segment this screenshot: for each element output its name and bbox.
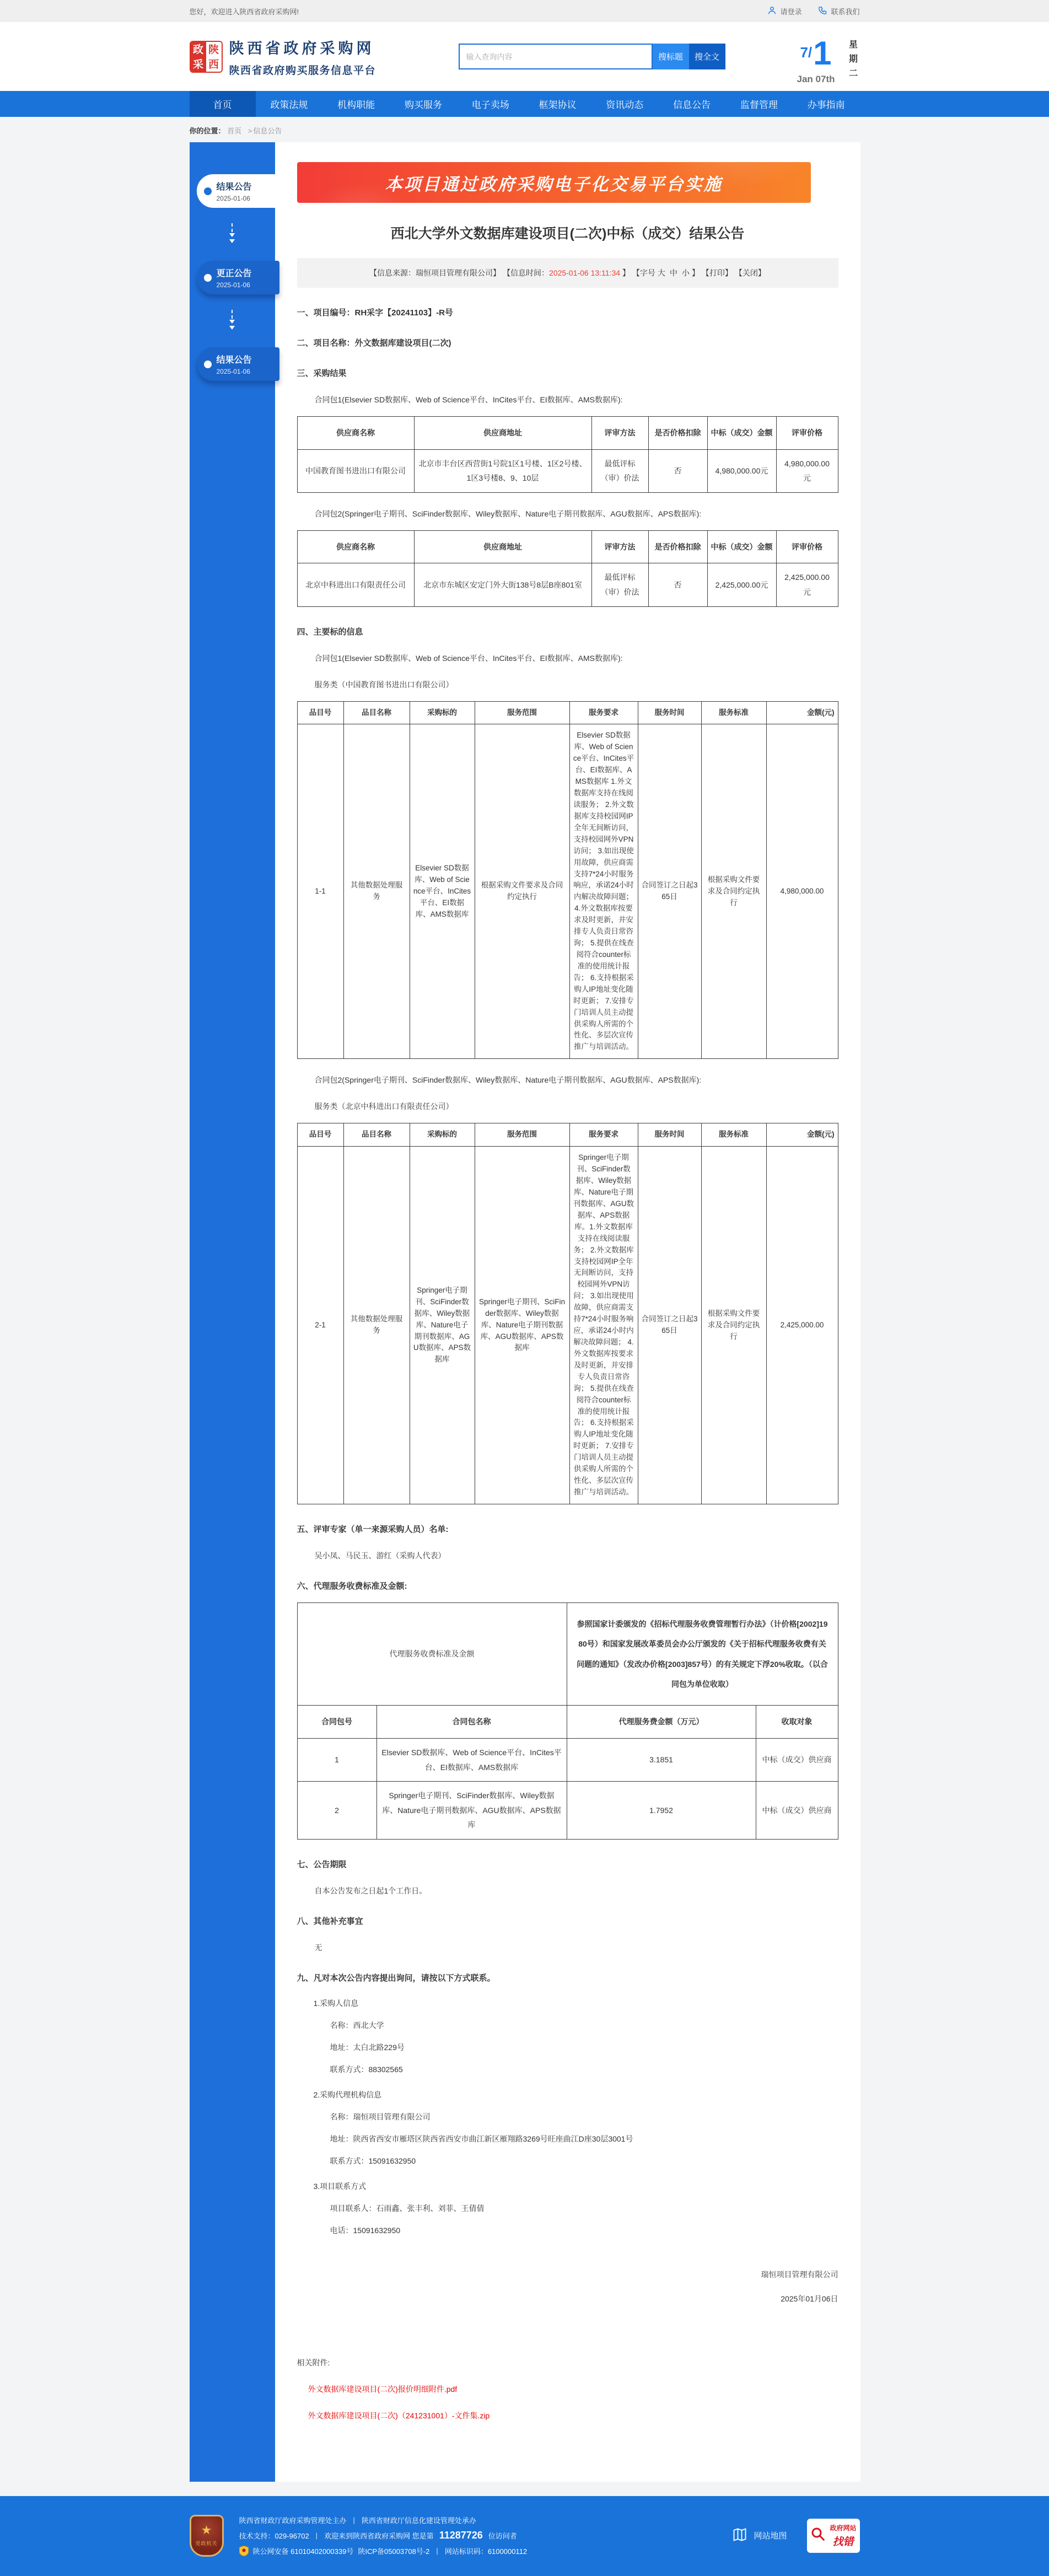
user-icon [767, 6, 777, 17]
column-header: 采购标的 [410, 701, 475, 724]
purchaser-address: 地址：太白北路229号 [330, 2043, 405, 2052]
award-amount: 4,980,000.00元 [707, 449, 776, 492]
site-subtitle: 陕西省政府购买服务信息平台 [229, 64, 376, 77]
publish-time: 2025-01-06 13:11:34 [549, 268, 621, 277]
agency-fee-table [297, 1602, 838, 1840]
service-time: 合同签订之日起365日 [638, 1147, 701, 1504]
visitor-count: 11287726 [439, 2530, 483, 2541]
welcome-text: 您好，欢迎进入陕西省政府采购网! [189, 7, 299, 16]
project-contacts: 项目联系人：石雨鑫、张丰利、刘菲、王倩倩 [330, 2204, 485, 2213]
section-7-heading: 七、公告期限 [297, 1860, 347, 1869]
package-name: Springer电子期刊、SciFinder数据库、Wiley数据库、Nature电子期刊数据库、AGU数据库、APS数据库 [376, 1782, 567, 1840]
table-row [297, 1739, 838, 1782]
service-requirement: Elsevier SD数据库、Web of Science平台、InCites平台、EI数据库、AMS数据库 1.外文数据库支持在线阅读服务； 2.外文数据库支持校园网IP全年无间断访问，支持校园网外VPN访问； 3.如出现使用故障，供应商需支持7*24小时服务响应，承诺24小时内解决故障问题； 4.外文数据库按要求及时更新，并安排专人负责日常咨询； 5.提供在线查阅符合counter标准的使用统计报告； 6.支持根据采购人IP地址变化随时更新； 7.安排专门培训人员主动提供采购人所需的个性化、多层次宣传推广与培训活动。 [569, 724, 638, 1059]
announcement-period: 自本公告发布之日起1个工作日。 [314, 1886, 427, 1895]
fee-amount: 3.1851 [567, 1739, 756, 1782]
column-header: 采购标的 [410, 1123, 475, 1147]
site-logo-icon: 政采 陕西 [190, 41, 223, 73]
section-9-heading: 九、凡对本次公告内容提出询问，请按以下方式联系。 [297, 1973, 496, 1983]
column-header: 代理服务费金额（万元） [567, 1706, 756, 1739]
nav-item-guide[interactable]: 办事指南 [807, 100, 845, 110]
breadcrumb-home[interactable]: 首页 [227, 127, 242, 135]
purchaser-name: 名称：西北大学 [330, 2021, 384, 2030]
column-header: 供应商地址 [414, 417, 591, 450]
search-bar [459, 44, 725, 69]
footer: ★ 党政机关 陕西省财政厅政府采购管理处主办 | 陕西省财政厅信息化建设管理处承办 技术支持：029-96702 | 欢迎来到陕西省政府采购网 您是第 11287726 位访问者 陕公网安备 61010402000339号 陕ICP备05003708号-2 | 网站标识码：6100000112 网站地图 政府网站 找错 [0, 2496, 1049, 2576]
nav-item-purchase-services[interactable]: 购买服务 [404, 100, 442, 110]
column-header: 评审价格 [776, 530, 838, 563]
expert-list: 吴小凤、马民玉、游红（采购人代表） [314, 1551, 446, 1560]
date-weekday: 星期二 [847, 40, 857, 83]
main-nav [0, 91, 1049, 117]
column-header: 服务要求 [569, 1123, 638, 1147]
service-time: 合同签订之日起365日 [638, 724, 701, 1059]
arrow-down-icon [190, 294, 275, 347]
review-method: 最低评标（审）价法 [591, 563, 648, 606]
print-button[interactable]: 【打印】 [701, 268, 733, 277]
service-scope: 根据采购文件要求及合同约定执行 [475, 724, 569, 1059]
date-widget [797, 37, 859, 100]
service-scope: Springer电子期刊、SciFinder数据库、Wiley数据库、Nature电子期刊数据库、AGU数据库、APS数据库 [475, 1147, 569, 1504]
breadcrumb: 你的位置： 首页 > 信息公告 [189, 127, 282, 135]
font-size-large[interactable]: 大 [657, 268, 665, 277]
phone-icon [818, 6, 827, 17]
search-title-button[interactable]: 搜标题 [653, 44, 689, 69]
column-header: 服务要求 [569, 701, 638, 724]
agency-contact: 联系方式：15091632950 [330, 2156, 416, 2165]
dot-icon [204, 361, 212, 368]
sidebar-item-result-announcement-2[interactable]: 结果公告 2025-01-06 [197, 347, 279, 381]
package-no: 1 [297, 1739, 376, 1782]
info-source: 【信息来源：瑞恒项目管理有限公司】 [369, 268, 501, 277]
agency-address: 地址：陕西省西安市雁塔区陕西省西安市曲江新区雁翔路3269号旺座曲江D座30层3001号 [330, 2134, 633, 2143]
government-emblem-icon: ★ 党政机关 [190, 2515, 224, 2557]
date-english: Jan 07th [797, 74, 835, 84]
nav-item-framework[interactable]: 框架协议 [539, 100, 577, 110]
signature-date: 2025年01月06日 [781, 2294, 838, 2303]
section-3-heading: 三、采购结果 [297, 369, 347, 378]
agency-name: 名称：瑞恒项目管理有限公司 [330, 2112, 431, 2121]
font-size-medium[interactable]: 中 [669, 268, 677, 277]
date-day: 1 [813, 35, 832, 72]
fee-payer: 中标（成交）供应商 [756, 1782, 838, 1840]
section-8-heading: 八、其他补充事宜 [297, 1917, 363, 1926]
gongan-beian-link[interactable]: 陕公网安备 61010402000339号 [252, 2547, 354, 2556]
search-input[interactable] [459, 44, 653, 69]
search-fulltext-button[interactable]: 搜全文 [689, 44, 725, 69]
sidebar [190, 142, 275, 2482]
signature-company: 瑞恒项目管理有限公司 [761, 2270, 838, 2279]
table-row [297, 449, 838, 492]
fee-amount: 1.7952 [567, 1782, 756, 1840]
login-link[interactable]: 请登录 [767, 6, 801, 17]
service-standard: 根据采购文件要求及合同约定执行 [701, 1147, 766, 1504]
column-header: 合同包名称 [376, 1706, 567, 1739]
column-header: 合同包号 [297, 1706, 376, 1739]
platform-banner: 本项目通过政府采购电子化交易平台实施 [297, 162, 811, 203]
footer-tech-support: 技术支持：029-96702 [239, 2532, 309, 2540]
price-deduction: 否 [648, 563, 707, 606]
column-header: 品目号 [297, 701, 343, 724]
item-no: 1-1 [297, 724, 343, 1059]
table-row [297, 1602, 838, 1706]
table-row [297, 563, 838, 606]
topbar [0, 0, 1049, 22]
column-header: 服务时间 [638, 1123, 701, 1147]
attachment-pdf-link[interactable]: 外文数据库建设项目(二次)报价明细附件.pdf [308, 2385, 458, 2394]
item-name: 其他数据处理服务 [343, 724, 410, 1059]
date-month: 7/ [800, 44, 813, 61]
supplier-address: 北京市丰台区西营街1号院1区1号楼、1区2号楼、1区3号楼8、9、10层 [414, 449, 591, 492]
column-header: 评审价格 [776, 417, 838, 450]
attachments [297, 2357, 838, 2421]
section-5-heading: 五、评审专家（单一来源采购人员）名单: [297, 1524, 449, 1534]
footer-visitor-text: 欢迎来到陕西省政府采购网 您是第 [324, 2532, 434, 2540]
attachment-zip-link[interactable]: 外文数据库建设项目(二次)（241231001）-文件集.zip [308, 2411, 490, 2420]
item-amount: 2,425,000.00 [766, 1147, 838, 1504]
package-no: 2 [297, 1782, 376, 1840]
column-header: 品目名称 [343, 1123, 410, 1147]
icp-beian-link[interactable]: 陕ICP备05003708号-2 [358, 2547, 430, 2556]
map-icon [731, 2527, 748, 2545]
section-1-heading: 一、项目编号：RH采字【20241103】-R号 [297, 308, 453, 318]
review-price: 4,980,000.00 元 [776, 449, 838, 492]
column-header: 是否价格扣除 [648, 417, 707, 450]
supplier-address: 北京市东城区安定门外大街138号8层B座801室 [414, 563, 591, 606]
column-header: 服务范围 [475, 701, 569, 724]
package1-label: 合同包1(Elsevier SD数据库、Web of Science平台、InCites平台、EI数据库、AMS数据库): [314, 395, 623, 404]
footer-organizer: 陕西省财政厅政府采购管理处主办 [239, 2516, 347, 2525]
table-row [297, 724, 838, 1059]
info-time: 【信息时间：2025-01-06 13:11:34 】 [503, 268, 630, 277]
result-table-package1 [297, 416, 838, 493]
arrow-down-icon [190, 208, 275, 261]
police-badge-icon [239, 2546, 249, 2556]
fee-standard-label: 代理服务收费标准及金额 [297, 1602, 567, 1706]
purchaser-info-title: 1.采购人信息 [313, 1999, 359, 2008]
service-standard: 根据采购文件要求及合同约定执行 [701, 724, 766, 1059]
section-2-heading: 二、项目名称：外文数据库建设项目(二次) [297, 338, 451, 348]
close-button[interactable]: 【关闭】 [734, 268, 766, 277]
column-header: 中标（成交）金额 [707, 417, 776, 450]
notice-title: 西北大学外文数据库建设项目(二次)中标（成交）结果公告 [390, 226, 745, 241]
table-row [297, 1147, 838, 1504]
signature-block [297, 2269, 838, 2304]
column-header: 品目号 [297, 1123, 343, 1147]
nav-item-policies[interactable]: 政策法规 [270, 100, 308, 110]
detail-table-package1 [297, 701, 838, 1060]
column-header: 品目名称 [343, 701, 410, 724]
attachments-label: 相关附件: [297, 2358, 330, 2367]
supplier-name: 北京中科进出口有限责任公司 [297, 563, 414, 606]
package1-label: 合同包1(Elsevier SD数据库、Web of Science平台、InCites平台、EI数据库、AMS数据库): [314, 653, 623, 663]
package-name: Elsevier SD数据库、Web of Science平台、InCites平台、EI数据库、AMS数据库 [376, 1739, 567, 1782]
package1-service-class: 服务类（中国教育图书进出口有限公司） [314, 680, 454, 689]
sidebar-item-correction-announcement[interactable]: 更正公告 2025-01-06 [197, 261, 279, 294]
price-deduction: 否 [648, 449, 707, 492]
award-amount: 2,425,000.00元 [707, 563, 776, 606]
project-contact-title: 3.项目联系方式 [313, 2182, 367, 2191]
column-header: 服务标准 [701, 701, 766, 724]
review-method: 最低评标（审）价法 [591, 449, 648, 492]
detail-table-package2 [297, 1123, 838, 1504]
nav-item-home[interactable]: 首页 [190, 91, 256, 117]
section-4-heading: 四、主要标的信息 [297, 627, 363, 637]
column-header: 服务时间 [638, 701, 701, 724]
font-size-control: 【字号 大 中 小 】 [632, 268, 700, 277]
package2-service-class: 服务类（北京中科进出口有限责任公司） [314, 1102, 454, 1111]
dot-icon [204, 187, 212, 195]
nav-item-e-mall[interactable]: 电子卖场 [471, 100, 509, 110]
column-header: 供应商地址 [414, 530, 591, 563]
item-amount: 4,980,000.00 [766, 724, 838, 1059]
meta-bar [297, 258, 838, 288]
sitemap-link[interactable]: 网站地图 [731, 2527, 787, 2545]
agency-info-title: 2.采购代理机构信息 [313, 2090, 382, 2099]
site-header [0, 22, 1049, 91]
footer-co-organizer: 陕西省财政厅信息化建设管理处承办 [361, 2516, 476, 2525]
notice-card [275, 142, 860, 2482]
site-code: 网站标识码：6100000112 [444, 2547, 528, 2556]
fee-payer: 中标（成交）供应商 [756, 1739, 838, 1782]
dot-icon [204, 274, 212, 282]
column-header: 服务范围 [475, 1123, 569, 1147]
procurement-target: Elsevier SD数据库、Web of Science平台、InCites平台、EI数据库、AMS数据库 [410, 724, 475, 1059]
nav-item-announcements[interactable]: 信息公告 [673, 100, 711, 110]
table-row [297, 1782, 838, 1840]
column-header: 评审方法 [591, 530, 648, 563]
service-requirement: Springer电子期刊、SciFinder数据库、Wiley数据库、Nature电子期刊数据库、AGU数据库、APS数据库。1.外文数据库支持在线阅读服务； 2.外文数据库支持校园网IP全年无间断访问，支持校园网外VPN访问； 3.如出现使用故障，供应商需支持7*24小时服务响应，承诺24小时内解决故障问题； 4.外文数据库按要求及时更新，并安排专人负责日常咨询； 5.提供在线查阅符合counter标准的使用统计报告； 6.支持根据采购人IP地址变化随时更新； 7.安排专门培训人员主动提供采购人所需的个性化、多层次宣传推广与培训活动。 [569, 1147, 638, 1504]
supplementary-matters: 无 [314, 1943, 322, 1952]
column-header: 服务标准 [701, 1123, 766, 1147]
column-header: 金额(元) [766, 1123, 838, 1147]
column-header: 收取对象 [756, 1706, 838, 1739]
supplier-name: 中国教育图书进出口有限公司 [297, 449, 414, 492]
breadcrumb-current[interactable]: 信息公告 [253, 127, 282, 135]
review-price: 2,425,000.00 元 [776, 563, 838, 606]
nav-item-news[interactable]: 资讯动态 [606, 100, 644, 110]
package2-label: 合同包2(Springer电子期刊、SciFinder数据库、Wiley数据库、Nature电子期刊数据库、AGU数据库、APS数据库): [314, 509, 702, 518]
item-no: 2-1 [297, 1147, 343, 1504]
magnifier-icon [810, 2526, 826, 2545]
purchaser-contact: 联系方式：88302565 [330, 2065, 403, 2074]
sidebar-item-result-announcement-1[interactable]: 结果公告 2025-01-06 [197, 174, 279, 208]
fee-standard-text: 参照国家计委颁发的《招标代理服务收费管理暂行办法》（计价格[2002]1980号）和国家发展改革委员会办公厅颁发的《关于招标代理服务收费有关问题的通知》（发改办价格[2003]857号）的有关规定下浮20%收取。（以合同包为单位收取） [567, 1602, 838, 1706]
column-header: 评审方法 [591, 417, 648, 450]
nav-item-functions[interactable]: 机构职能 [337, 100, 375, 110]
gov-site-error-badge[interactable]: 政府网站 找错 [807, 2519, 860, 2553]
site-title: 陕西省政府采购网 [229, 40, 375, 57]
font-size-small[interactable]: 小 [681, 268, 690, 277]
column-header: 供应商名称 [297, 530, 414, 563]
brand [190, 36, 376, 77]
result-table-package2 [297, 530, 838, 607]
package2-label: 合同包2(Springer电子期刊、SciFinder数据库、Wiley数据库、Nature电子期刊数据库、AGU数据库、APS数据库): [314, 1075, 702, 1085]
column-header: 是否价格扣除 [648, 530, 707, 563]
procurement-target: Springer电子期刊、SciFinder数据库、Wiley数据库、Nature电子期刊数据库、AGU数据库、APS数据库 [410, 1147, 475, 1504]
nav-item-supervision[interactable]: 监督管理 [740, 100, 778, 110]
section-6-heading: 六、代理服务收费标准及金额: [297, 1581, 407, 1591]
contact-link[interactable]: 联系我们 [818, 6, 859, 17]
column-header: 金额(元) [766, 701, 838, 724]
project-phone: 电话：15091632950 [330, 2226, 401, 2235]
column-header: 中标（成交）金额 [707, 530, 776, 563]
column-header: 供应商名称 [297, 417, 414, 450]
item-name: 其他数据处理服务 [343, 1147, 410, 1504]
